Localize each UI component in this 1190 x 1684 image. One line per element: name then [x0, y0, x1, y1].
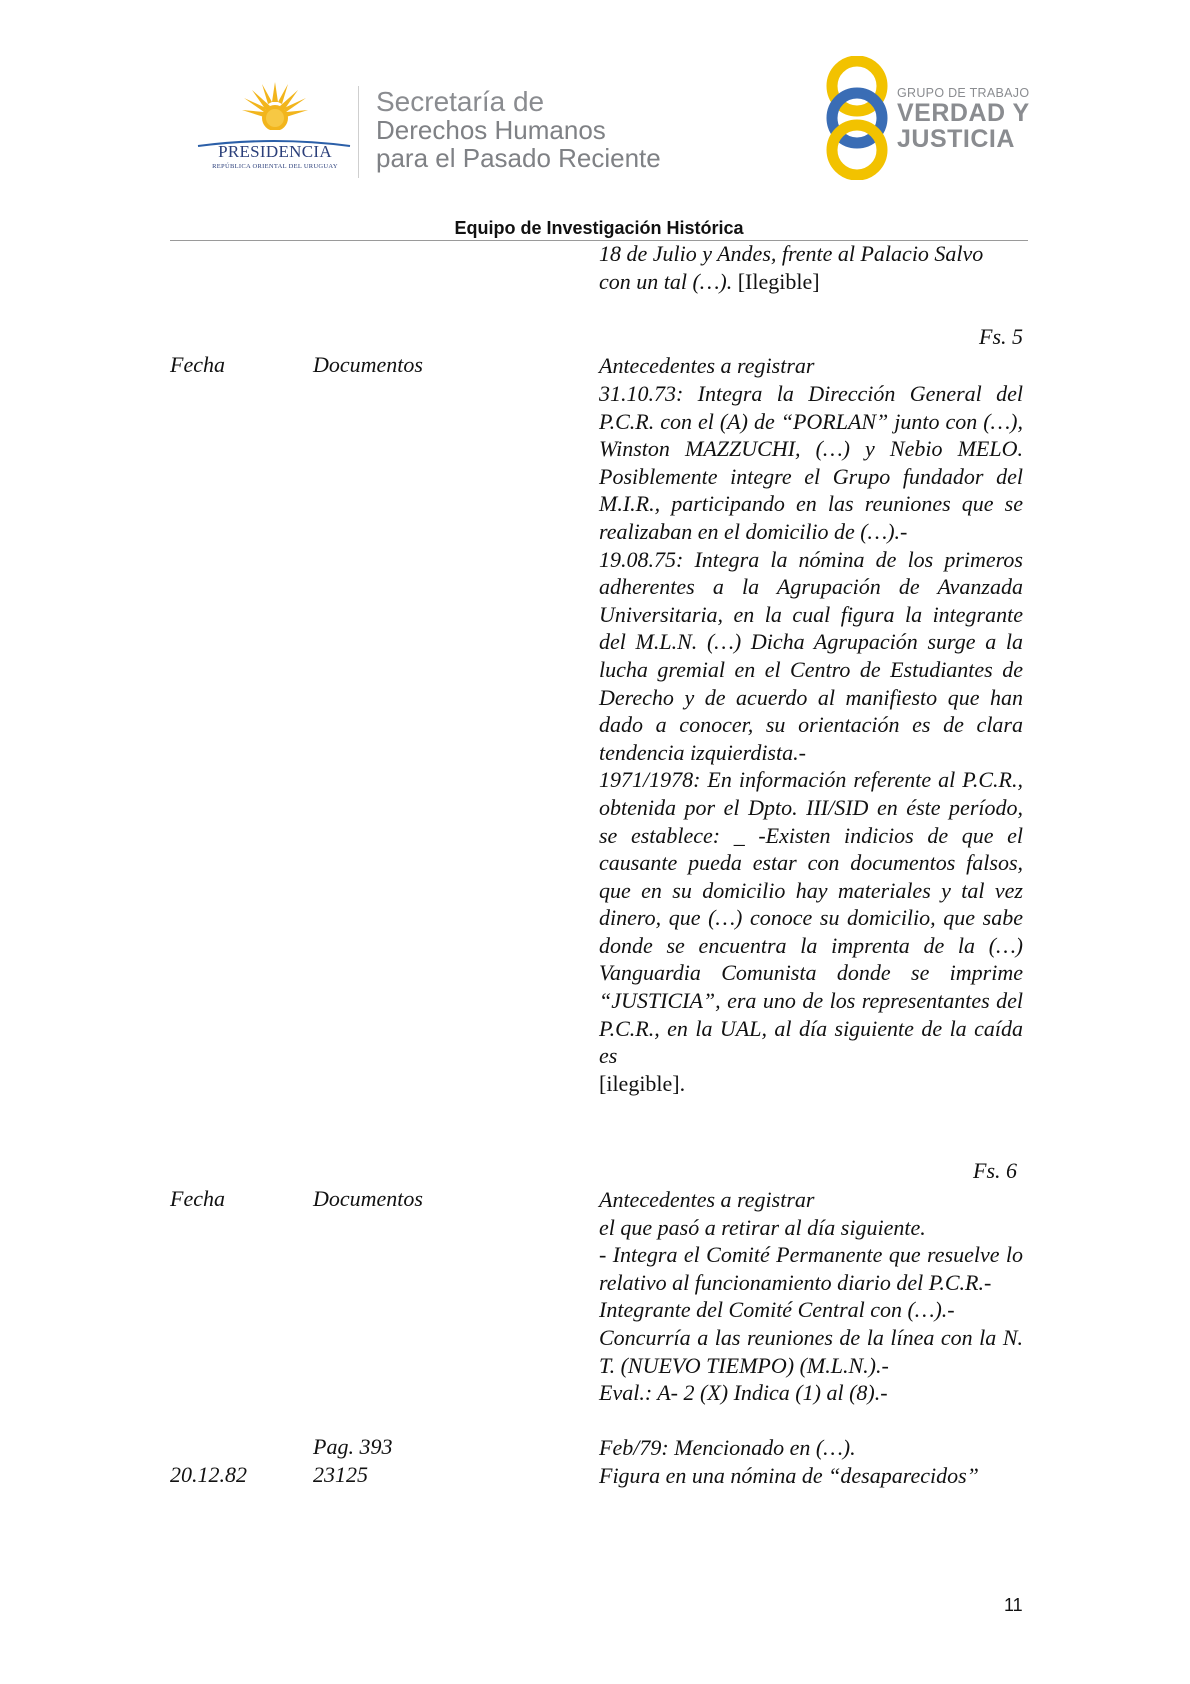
logo-divider	[358, 86, 359, 178]
paragraph-31-10-73: 31.10.73: Integra la Dirección General del P.C.R. con el (A) de “PORLAN” junto con (…), Winston MAZZUCHI, (…) y Nebio MELO. Posiblemente integre el Grupo fundador del M.I.R., participando en las reuniones que se realizaban en el domicilio de (…).-	[599, 381, 1023, 544]
entry-feb-79: Feb/79: Mencionado en (…).	[599, 1435, 856, 1460]
antecedentes-heading-2: Antecedentes a registrar	[599, 1187, 815, 1212]
paragraph-comite-permanente: - Integra el Comité Permanente que resuelve lo relativo al funcionamiento diario del P.C.R.-	[599, 1242, 1023, 1295]
folio-fs-6: Fs. 6	[973, 1158, 1017, 1183]
team-title: Equipo de Investigación Histórica	[454, 218, 744, 238]
presidencia-subtitle: REPÚBLICA ORIENTAL DEL URUGUAY	[212, 163, 338, 170]
gtvj-line-3: JUSTICIA	[897, 125, 1015, 153]
continuation-line-2-italic: con un tal (…).	[599, 269, 733, 294]
line-comite-central: Integrante del Comité Central con (…).-	[599, 1297, 955, 1323]
entry-date-20-12-82: 20.12.82	[170, 1462, 247, 1487]
continuation-line-1: 18 de Julio y Andes, frente al Palacio Salvo	[599, 241, 984, 266]
fecha-label: Fecha	[170, 352, 225, 377]
gtvj-line-1: GRUPO DE TRABAJO	[897, 86, 1030, 100]
page-number: 11	[1004, 1595, 1023, 1615]
antecedentes-body-2	[599, 1186, 1023, 1407]
secretaria-line-2: Derechos Humanos	[376, 115, 606, 145]
secretaria-logo-text	[376, 88, 661, 172]
secretaria-line-3: para el Pasado Reciente	[376, 143, 661, 173]
secretaria-line-1: Secretaría de	[376, 86, 545, 117]
line-eval: Eval.: A- 2 (X) Indica (1) al (8).-	[599, 1380, 888, 1406]
linked-rings-icon	[822, 56, 892, 180]
doc-ref-23125: 23125	[313, 1462, 368, 1487]
doc-ref-pag-393: Pag. 393	[313, 1434, 393, 1459]
paragraph-nuevo-tiempo: Concurría a las reuniones de la línea con la N. T. (NUEVO TIEMPO) (M.L.N.).-	[599, 1324, 1023, 1378]
entry-desaparecidos: Figura en una nómina de “desaparecidos”	[599, 1463, 979, 1488]
continuation-line-2	[599, 268, 1023, 296]
gtvj-logo-text	[897, 86, 1030, 152]
documentos-label: Documentos	[313, 352, 423, 377]
paragraph-19-08-75: 19.08.75: Integra la nómina de los primeros adherentes a la Agrupación de Avanzada Universitaria, en la cual figura la integrante del M.L.N. (…) Dicha Agrupación surge a la lucha gremial en el Centro de Estudiantes de Derecho y de acuerdo al manifiesto que han dado a conocer, su orientación es de clara tendencia izquierdista.-	[599, 546, 1023, 765]
line-retirar: el que pasó a retirar al día siguiente.	[599, 1214, 926, 1240]
presidencia-logo	[196, 80, 348, 176]
gtvj-line-2: VERDAD Y	[897, 99, 1030, 127]
sun-emblem-icon	[240, 80, 310, 140]
documentos-label-2: Documentos	[313, 1186, 423, 1211]
continuation-line-2-plain: [Ilegible]	[732, 269, 820, 294]
fecha-label-2: Fecha	[170, 1186, 225, 1211]
illegible-note: [ilegible].	[599, 1070, 686, 1096]
presidencia-title: PRESIDENCIA	[218, 142, 332, 161]
antecedentes-body	[599, 380, 1023, 1097]
antecedentes-heading: Antecedentes a registrar	[599, 353, 815, 378]
paragraph-1971-1978: 1971/1978: En información referente al P.C.R., obtenida por el Dpto. III/SID en éste período, se establece: _ -Existen indicios de que el causante pueda estar con documentos falsos, que en su domicilio hay materiales y tal vez dinero, que (…) conoce su domicilio, que sabe donde se encuentra la imprenta de la (…) Vanguardia Comunista donde se imprime “JUSTICIA”, era uno de los representantes del P.C.R., en la UAL, al día siguiente de la caída es	[599, 767, 1023, 1069]
folio-fs-5: Fs. 5	[979, 324, 1023, 349]
